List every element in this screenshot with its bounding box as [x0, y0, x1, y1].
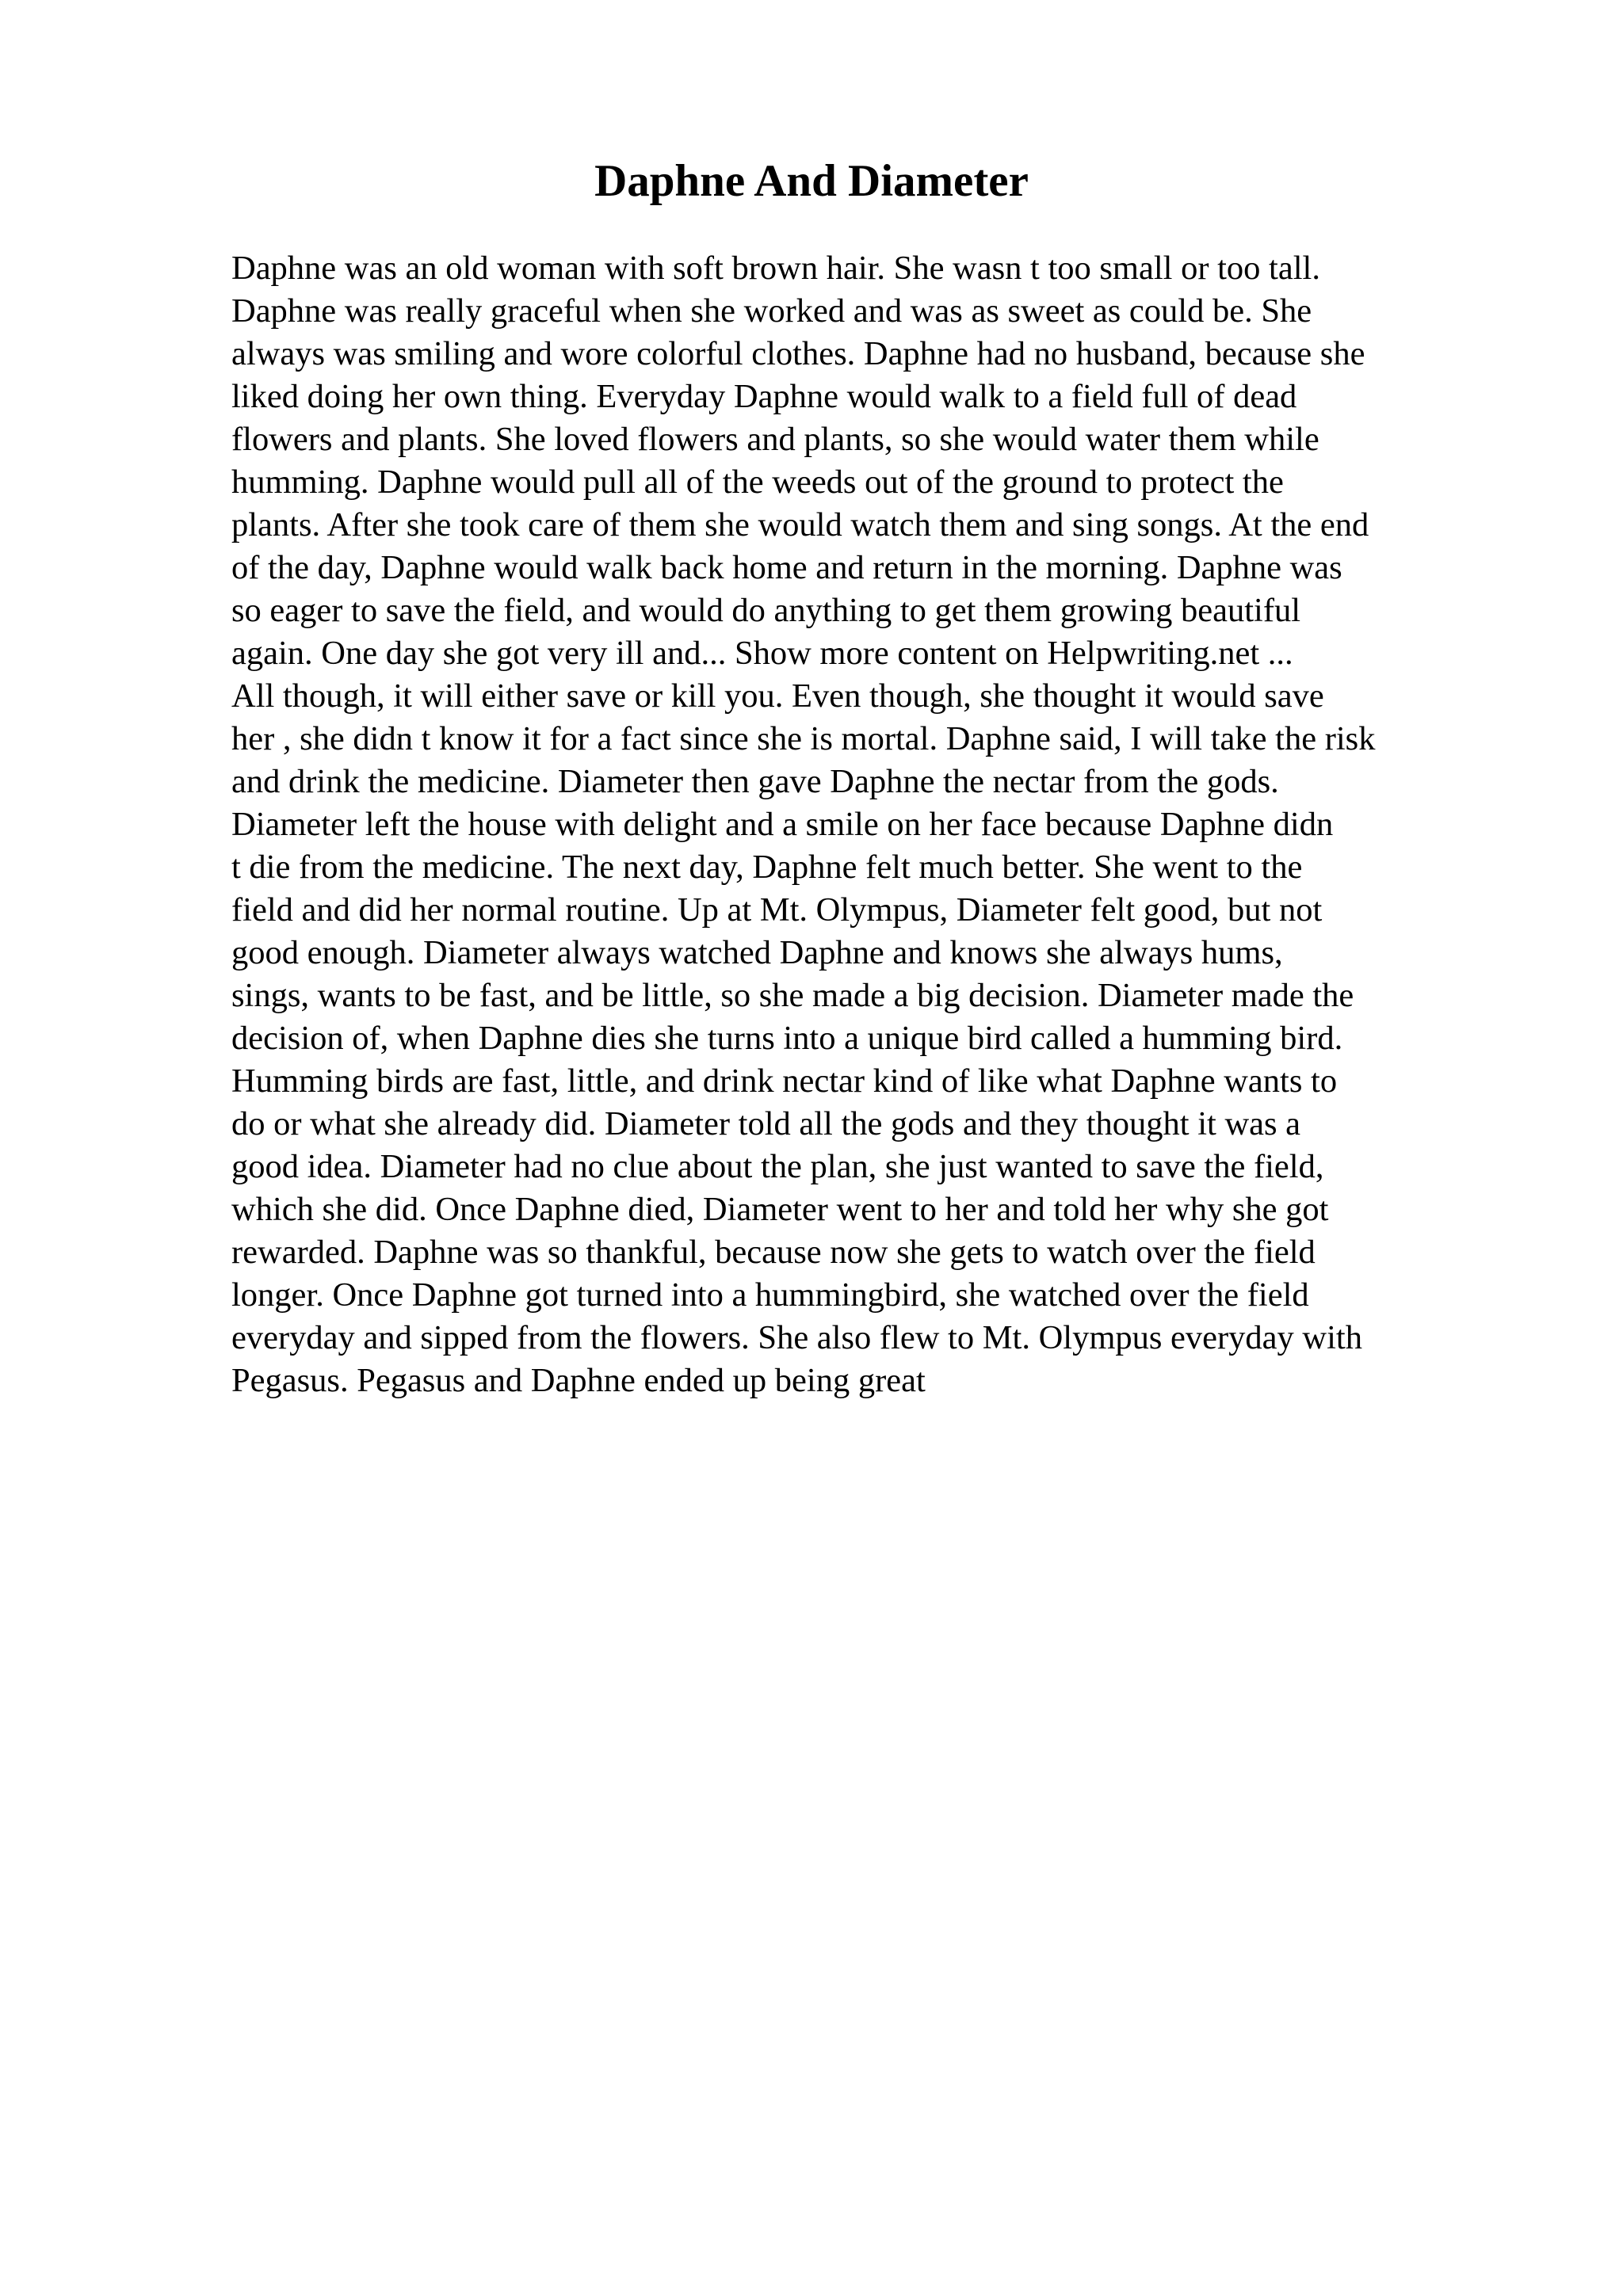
- body-line: liked doing her own thing. Everyday Daphne would walk to a field full of dead: [231, 378, 1297, 415]
- body-line: decision of, when Daphne dies she turns into a unique bird called a humming bird.: [231, 1020, 1343, 1057]
- body-line: humming. Daphne would pull all of the weeds out of the ground to protect the: [231, 463, 1284, 501]
- body-line: again. One day she got very ill and... Show more content on Helpwriting.net ...: [231, 635, 1293, 672]
- body-line: and drink the medicine. Diameter then gave Daphne the nectar from the gods.: [231, 763, 1279, 800]
- document-body: [231, 247, 1515, 1402]
- body-line: longer. Once Daphne got turned into a hummingbird, she watched over the field: [231, 1276, 1309, 1314]
- body-line: everyday and sipped from the flowers. She also flew to Mt. Olympus everyday with: [231, 1319, 1362, 1356]
- document-title: Daphne And Diameter: [594, 156, 1029, 206]
- body-line: field and did her normal routine. Up at Mt. Olympus, Diameter felt good, but not: [231, 891, 1323, 929]
- body-line: sings, wants to be fast, and be little, so she made a big decision. Diameter made the: [231, 977, 1354, 1014]
- body-line: Daphne was an old woman with soft brown hair. She wasn t too small or too tall.: [231, 250, 1320, 287]
- body-line: her , she didn t know it for a fact since she is mortal. Daphne said, I will take the risk: [231, 720, 1376, 757]
- body-line: All though, it will either save or kill you. Even though, she thought it would save: [231, 677, 1324, 715]
- body-line: rewarded. Daphne was so thankful, because now she gets to watch over the field: [231, 1234, 1316, 1271]
- body-line: Humming birds are fast, little, and drink nectar kind of like what Daphne wants to: [231, 1062, 1338, 1100]
- body-line: of the day, Daphne would walk back home and return in the morning. Daphne was: [231, 549, 1342, 586]
- body-line: t die from the medicine. The next day, Daphne felt much better. She went to the: [231, 849, 1303, 886]
- body-line: Daphne was really graceful when she worked and was as sweet as could be. She: [231, 292, 1312, 330]
- body-line: always was smiling and wore colorful clothes. Daphne had no husband, because she: [231, 335, 1365, 372]
- body-line: which she did. Once Daphne died, Diameter went to her and told her why she got: [231, 1191, 1329, 1228]
- body-line: Diameter left the house with delight and a smile on her face because Daphne didn: [231, 806, 1334, 843]
- body-line: so eager to save the field, and would do anything to get them growing beautiful: [231, 592, 1301, 629]
- body-line: good idea. Diameter had no clue about the plan, she just wanted to save the field,: [231, 1148, 1324, 1185]
- body-line: do or what she already did. Diameter told all the gods and they thought it was a: [231, 1105, 1301, 1142]
- body-line: flowers and plants. She loved flowers and plants, so she would water them while: [231, 421, 1319, 458]
- body-line: Pegasus. Pegasus and Daphne ended up being great: [231, 1362, 926, 1399]
- body-line: plants. After she took care of them she would watch them and sing songs. At the end: [231, 506, 1369, 543]
- body-line: good enough. Diameter always watched Daphne and knows she always hums,: [231, 934, 1283, 971]
